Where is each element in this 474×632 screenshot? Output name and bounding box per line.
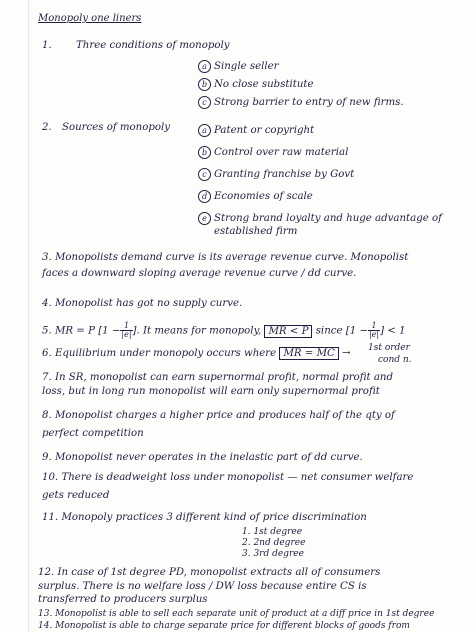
margin-line	[28, 0, 29, 632]
sub-mark-icon: a	[198, 60, 211, 73]
item-11-degree-1: 1. 1st degree	[242, 527, 303, 537]
item-13: 13. Monopolist is able to sell each separate unit of product at a diff price in 1st degree	[38, 609, 435, 619]
item-2-number: 2.	[42, 122, 52, 133]
item-1-sub-a-text: Single seller	[214, 61, 279, 72]
item-2-sub-b-text: Control over raw material	[214, 147, 349, 158]
item-5-bracket-right: ]	[132, 325, 137, 337]
item-1-number: 1.	[42, 40, 52, 51]
fraction-denominator: |e|	[121, 330, 132, 339]
sub-mark-icon: c	[198, 168, 211, 181]
item-5-since-left: [1 −	[345, 325, 368, 337]
sub-mark-icon: a	[198, 124, 211, 137]
fraction-denominator: |e|	[368, 330, 380, 339]
item-3-line-2: faces a downward sloping average revenue curve / dd curve.	[42, 268, 357, 279]
item-6	[42, 348, 351, 360]
item-7-line-1: 7. In SR, monopolist can earn supernormal profit, normal profit and	[42, 372, 393, 383]
arrow-right-icon: →	[342, 348, 351, 359]
item-6-note-bottom: cond n.	[378, 355, 412, 365]
item-9: 9. Monopolist never operates in the inelastic part of dd curve.	[42, 452, 363, 463]
item-5-since: since	[315, 325, 343, 337]
item-8-line-1: 8. Monopolist charges a higher price and produces half of the qty of	[42, 410, 395, 421]
item-8-line-2: perfect competition	[42, 428, 144, 439]
item-10-line-2: gets reduced	[42, 490, 110, 501]
item-11-degree-2: 2. 2nd degree	[242, 538, 306, 548]
sub-mark-icon: b	[198, 146, 211, 159]
item-12-line-2: surplus. There is no welfare loss / DW loss because entire CS is	[38, 581, 367, 592]
sub-mark-icon: b	[198, 78, 211, 91]
item-2-sub-d-text: Economies of scale	[214, 191, 313, 202]
item-12-line-3: transferred to producers surplus	[38, 594, 208, 605]
item-6-note-top: 1st order	[368, 343, 410, 353]
item-11-degree-3: 3. 3rd degree	[242, 549, 304, 559]
fraction-numerator: 1	[123, 321, 130, 330]
item-1-heading: Three conditions of monopoly	[76, 40, 230, 51]
item-1-sub-c-text: Strong barrier to entry of new firms.	[214, 97, 404, 108]
item-7-line-2: loss, but in long run monopolist will earn only supernormal profit	[42, 386, 380, 397]
item-1-sub-a	[198, 60, 279, 73]
item-2-sub-e	[198, 212, 442, 225]
sub-mark-icon: c	[198, 96, 211, 109]
item-3-line-1: 3. Monopolists demand curve is its average revenue curve. Monopolist	[42, 252, 409, 263]
item-5-since-fraction	[368, 322, 380, 339]
item-5-mid: . It means for monopoly,	[136, 325, 262, 337]
item-4: 4. Monopolist has got no supply curve.	[42, 298, 243, 309]
item-1-sub-c	[198, 96, 404, 109]
item-5-fraction	[120, 322, 132, 339]
sub-mark-icon: e	[198, 212, 211, 225]
item-2-sub-c-text: Granting franchise by Govt	[214, 169, 355, 180]
item-10-line-1: 10. There is deadweight loss under monopolist — net consumer welfare	[42, 472, 414, 483]
item-14: 14. Monopolist is able to charge separate price for different blocks of goods from	[38, 621, 410, 631]
fraction-numerator: 1	[371, 321, 377, 330]
item-2-sub-e-continuation: established firm	[214, 226, 298, 237]
item-6-boxed-condition: MR = MC	[279, 347, 338, 360]
item-2-sub-d	[198, 190, 313, 203]
item-5	[42, 322, 406, 339]
item-1-sub-b	[198, 78, 314, 91]
item-2-sub-a-text: Patent or copyright	[214, 125, 315, 136]
item-12-line-1: 12. In case of 1st degree PD, monopolist extracts all of consumers	[38, 567, 381, 578]
item-2-sub-c	[198, 168, 354, 181]
item-5-boxed-condition: MR < P	[264, 325, 312, 338]
page-title: Monopoly one liners	[38, 13, 142, 24]
item-2-heading: Sources of monopoly	[62, 122, 171, 133]
item-2-sub-b	[198, 146, 348, 159]
sub-mark-icon: d	[198, 190, 211, 203]
item-2-sub-e-text: Strong brand loyalty and huge advantage of	[214, 213, 442, 224]
item-1-sub-b-text: No close substitute	[214, 79, 314, 90]
item-2-sub-a	[198, 124, 314, 137]
item-5-lead: 5. MR = P	[42, 325, 95, 337]
item-11: 11. Monopoly practices 3 different kind of price discrimination	[42, 512, 367, 523]
item-5-since-right: ] < 1	[380, 325, 406, 337]
item-6-text: 6. Equilibrium under monopoly occurs where	[42, 348, 277, 359]
item-5-bracket-left: [1 −	[98, 325, 121, 337]
